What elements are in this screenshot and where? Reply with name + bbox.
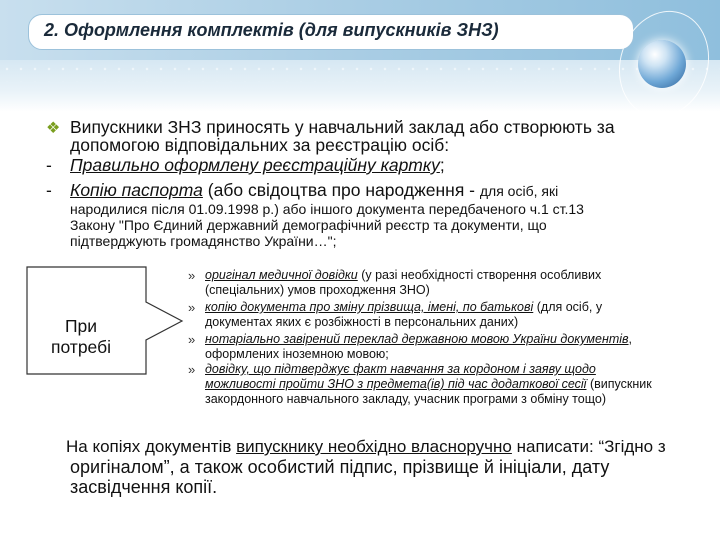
card-tail: ; <box>439 155 445 175</box>
notarized-translation-link[interactable]: нотаріально завірений переклад державною мовою України документів <box>205 332 629 346</box>
note-part-1: На копіях документів <box>66 437 237 456</box>
passport-line-2: народилися після 01.09.1998 р.) або іншого документа передбаченого ч.1 ст.13 <box>70 201 584 217</box>
sub-item-2-text: (для осіб, у <box>533 300 603 314</box>
sub-marker: » <box>188 300 196 315</box>
sub-item-3 <box>205 332 632 346</box>
sub-item-1 <box>205 268 601 282</box>
header-dot-pattern <box>0 62 720 82</box>
sub-item-4-line-2 <box>205 377 652 391</box>
sub-item-2 <box>205 300 602 314</box>
globe-icon <box>638 40 686 88</box>
card-link[interactable]: Правильно оформлену реєстраційну картку <box>70 155 440 175</box>
passport-line-3: Закону "Про Єдиний державний демографічний реєстр та документи, що <box>70 217 547 233</box>
sub-item-1-text: (у разі необхідності створення особливих <box>357 268 602 282</box>
sub-item-3-line-2: оформлених іноземною мовою; <box>205 347 389 361</box>
passport-link[interactable]: Копію паспорта <box>70 180 203 200</box>
sub-item-4-line-3: закордонного навчального закладу, учасник програми з обміну тощо) <box>205 392 606 406</box>
dash-marker: - <box>46 155 52 175</box>
additional-session-link[interactable]: можливості пройти ЗНО з предмета(ів) під час додаткової сесії <box>205 377 587 391</box>
sub-item-3-text: , <box>628 332 633 346</box>
sub-item-4-text: (випускник <box>586 377 652 391</box>
note-underlined: випускнику необхідно власноручно <box>236 437 512 456</box>
callout-label <box>36 316 126 358</box>
passport-item <box>70 181 558 200</box>
sub-item-4 <box>205 362 596 376</box>
sub-item-1-line-2: (спеціальних) умов проходження ЗНО) <box>205 283 430 297</box>
page-title: 2. Оформлення комплектів (для випускників ЗНЗ) <box>44 20 499 40</box>
sub-marker: » <box>188 268 196 283</box>
passport-text: (або свідоцтва про народження - <box>202 180 480 200</box>
callout-label-line-1: При <box>64 316 98 336</box>
card-item <box>70 156 445 175</box>
sub-item-2-line-2: документах яких є розбіжності в персональних даних) <box>205 315 519 329</box>
medical-certificate-link[interactable]: оригінал медичної довідки <box>205 268 358 282</box>
intro-line-2: допомогою відповідальних за реєстрацію осіб: <box>70 135 450 155</box>
note-line-1 <box>66 437 666 456</box>
passport-small: для осіб, які <box>479 183 559 199</box>
dash-marker: - <box>46 180 52 200</box>
note-part-2: написати: “Згідно з <box>511 437 666 456</box>
abroad-study-link[interactable]: довідку, що підтверджує факт навчання за кордоном і заяву щодо <box>205 362 596 376</box>
header-banner <box>0 0 720 112</box>
sub-marker: » <box>188 332 196 347</box>
sub-marker: » <box>188 362 196 377</box>
intro-line-1: Випускники ЗНЗ приносять у навчальний заклад або створюють за <box>70 117 615 137</box>
callout-label-line-2: потребі <box>50 337 112 357</box>
passport-line-4: підтверджують громадянство України…"; <box>70 233 337 249</box>
diamond-bullet-icon: ❖ <box>46 120 61 137</box>
name-change-doc-link[interactable]: копію документа про зміну прізвища, імені, по батькові <box>205 300 534 314</box>
note-line-3: засвідчення копії. <box>70 477 218 497</box>
note-line-2: оригіналом”, а також особистий підпис, прізвище й ініціали, дату <box>70 457 610 477</box>
